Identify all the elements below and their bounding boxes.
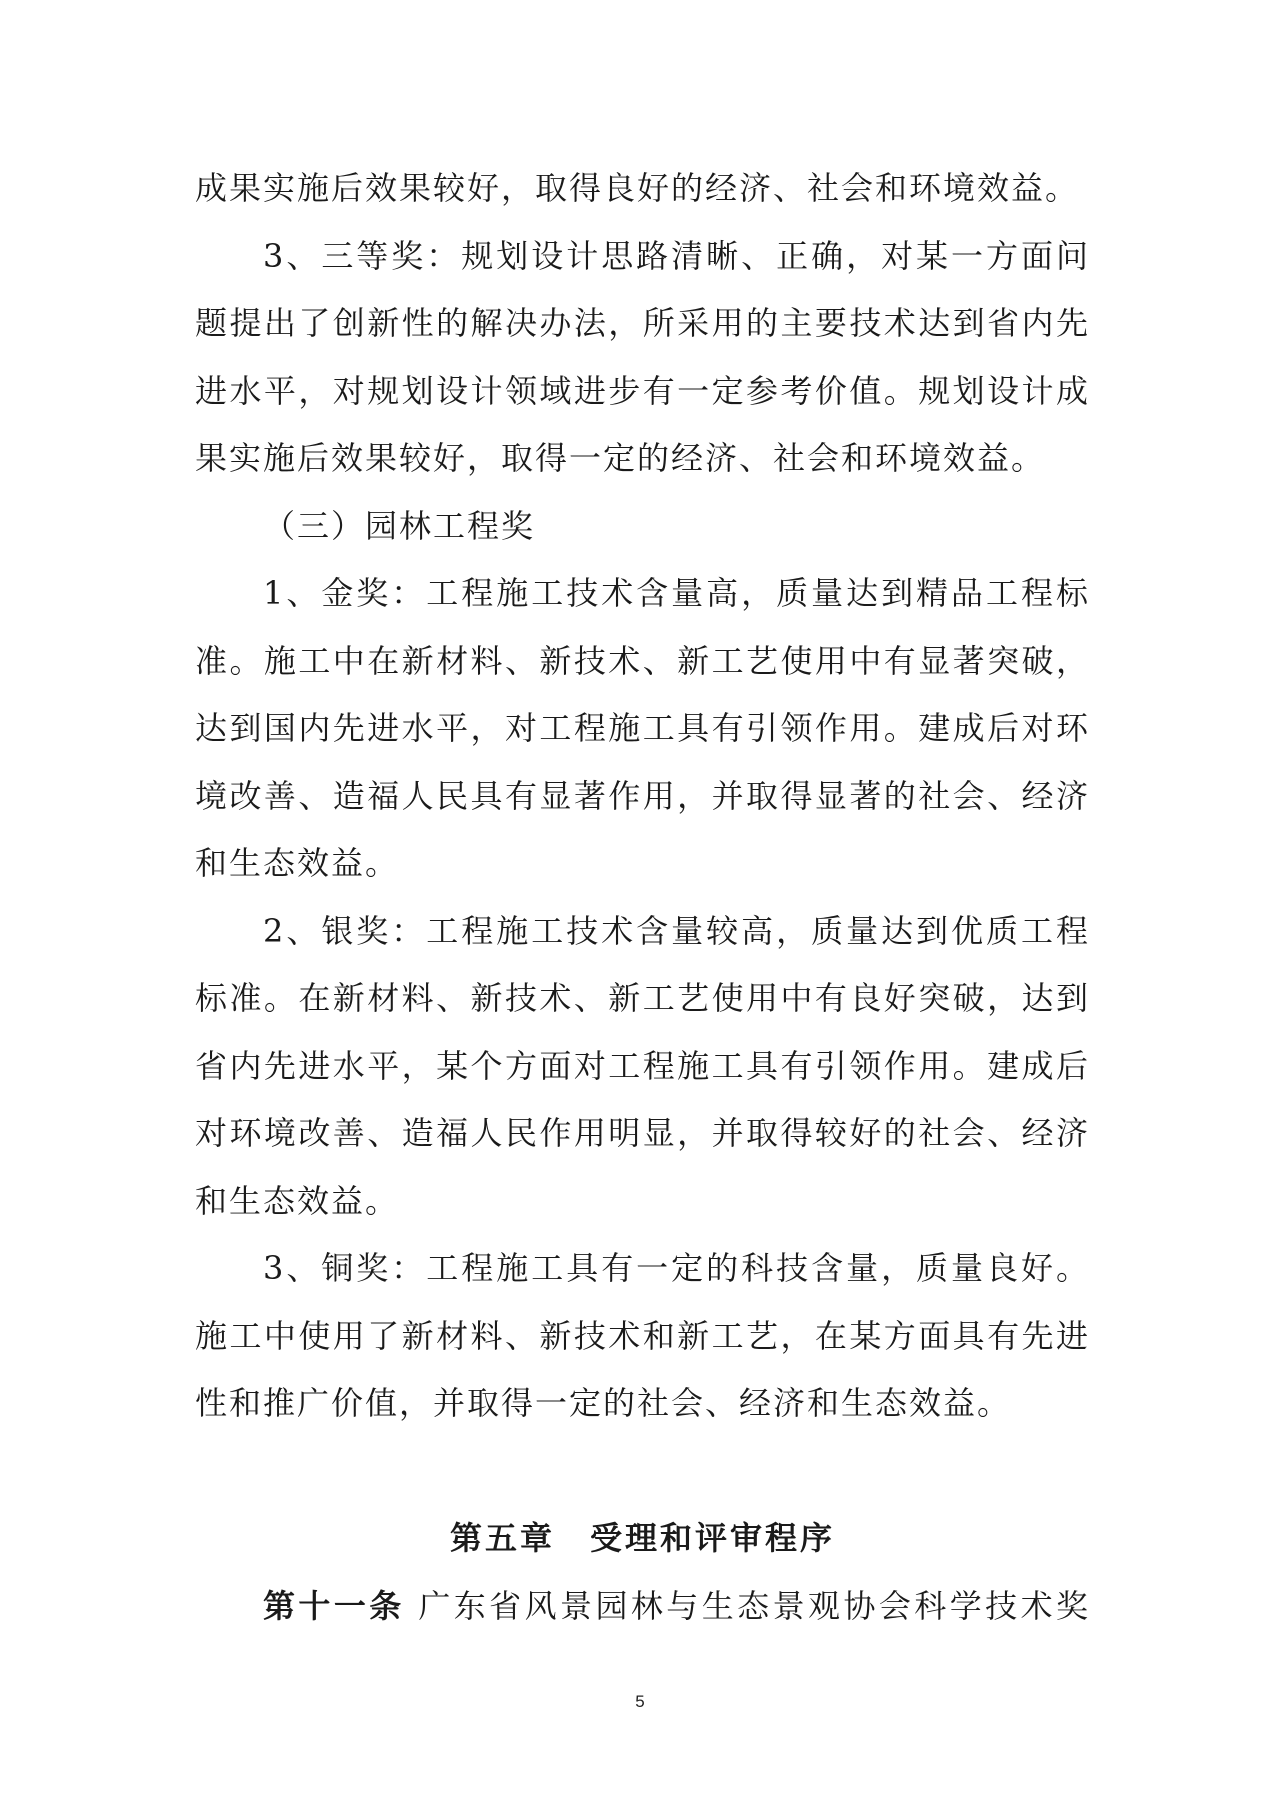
gold-award-line-2: 准。施工中在新材料、新技术、新工艺使用中有显著突破， — [195, 641, 1090, 680]
blank-line — [195, 1438, 1090, 1506]
bronze-award-line-3: 性和推广价值，并取得一定的社会、经济和生态效益。 — [195, 1384, 1012, 1422]
chapter-title: 第五章 受理和评审程序 — [449, 1519, 835, 1557]
third-prize-line-2: 题提出了创新性的解决办法，所采用的主要技术达到省内先 — [195, 304, 1090, 342]
gold-award-line-1: 1、金奖：工程施工技术含量高，质量达到精品工程标 — [263, 574, 1090, 612]
bronze-award-line-1: 3、铜奖：工程施工具有一定的科技含量，质量良好。 — [263, 1249, 1090, 1287]
article-line — [195, 1573, 1090, 1641]
gold-award-line-3: 达到国内先进水平，对工程施工具有引领作用。建成后对环 — [195, 709, 1090, 747]
third-prize-line-4: 果实施后效果较好，取得一定的经济、社会和环境效益。 — [195, 439, 1046, 477]
third-prize-line-3: 进水平，对规划设计领域进步有一定参考价值。规划设计成 — [195, 371, 1090, 410]
gold-award-line-4: 境改善、造福人民具有显著作用，并取得显著的社会、经济 — [195, 776, 1090, 815]
silver-award-line-2: 标准。在新材料、新技术、新工艺使用中有良好突破，达到 — [195, 979, 1090, 1017]
silver-award-line-5: 和生态效益。 — [195, 1181, 400, 1220]
bronze-award-line-2: 施工中使用了新材料、新技术和新工艺，在某方面具有先进 — [195, 1316, 1090, 1355]
article-label: 第十一条 — [263, 1586, 405, 1625]
page-number: 5 — [635, 1692, 645, 1711]
article-text: 广东省风景园林与生态景观协会科学技术奖 — [418, 1586, 1090, 1625]
document-body — [195, 155, 1090, 1640]
gold-award-line-5: 和生态效益。 — [195, 844, 400, 882]
silver-award-line-3: 省内先进水平，某个方面对工程施工具有引领作用。建成后 — [195, 1046, 1090, 1085]
section-heading: （三）园林工程奖 — [263, 506, 536, 545]
silver-award-line-4: 对环境改善、造福人民作用明显，并取得较好的社会、经济 — [195, 1114, 1090, 1152]
silver-award-line-1: 2、银奖：工程施工技术含量较高，质量达到优质工程 — [263, 911, 1090, 950]
third-prize-line-1: 3、三等奖：规划设计思路清晰、正确，对某一方面问 — [263, 236, 1090, 275]
paragraph-line: 成果实施后效果较好，取得良好的经济、社会和环境效益。 — [195, 169, 1080, 207]
